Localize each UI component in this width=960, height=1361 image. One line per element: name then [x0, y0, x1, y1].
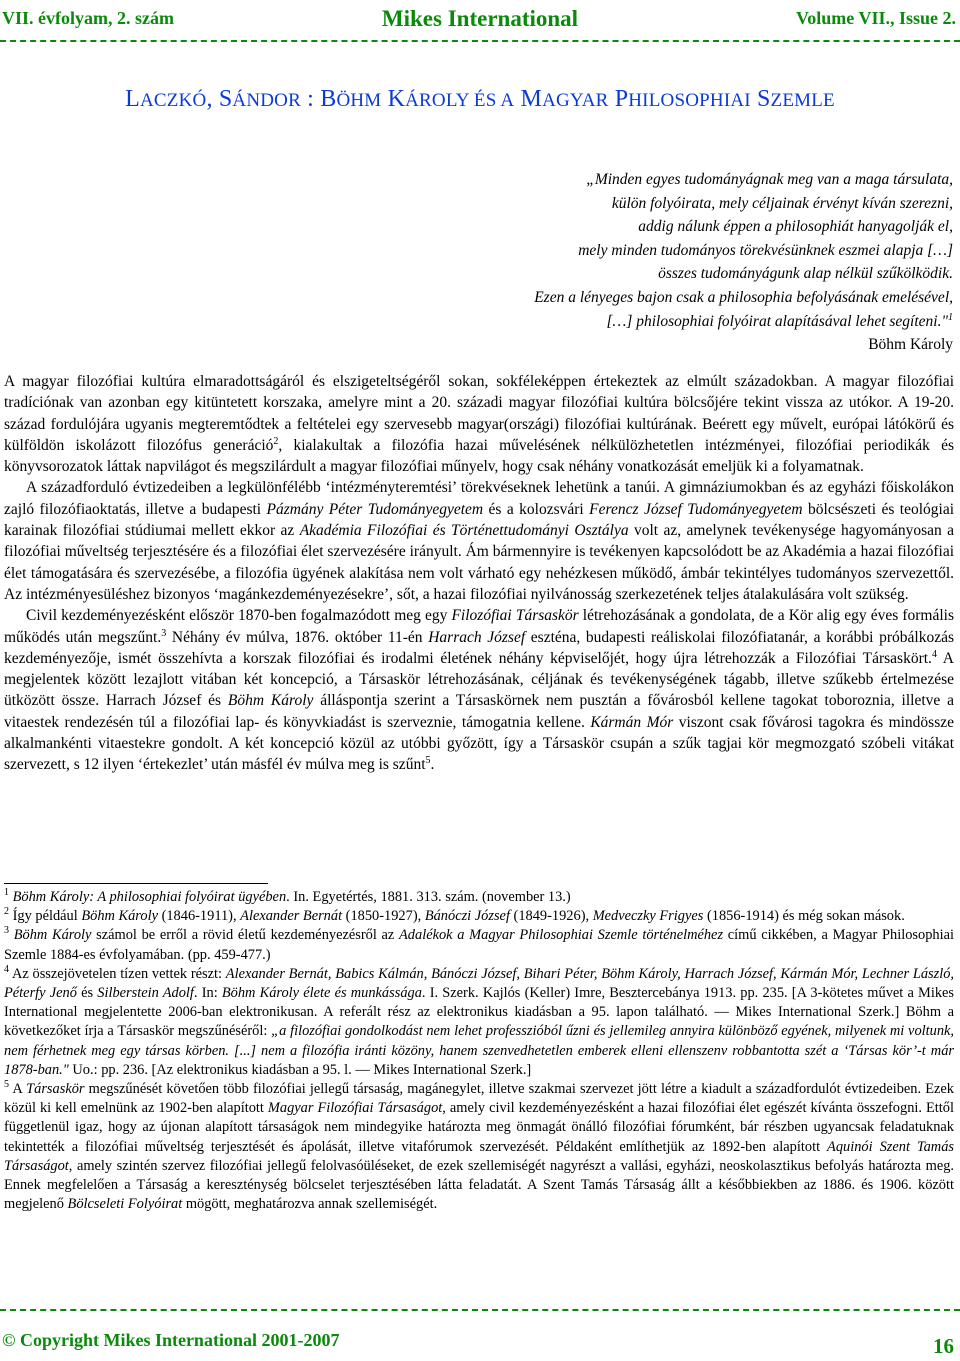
- quote-line: „Minden egyes tudományágnak meg van a maga társulata,: [586, 171, 953, 188]
- footnote-divider: [4, 883, 268, 884]
- article-title: LACZKÓ, SÁNDOR : BÖHM KÁROLY ÉS A MAGYAR PHILOSOPHIAI SZEMLE: [125, 86, 835, 112]
- quote-line: összes tudományágunk alap nélkül szűkölködik.: [658, 265, 953, 283]
- header-publication: Mikes International: [381, 6, 579, 31]
- footnote-ref[interactable]: 1: [948, 311, 953, 323]
- footnote-ref[interactable]: 4: [931, 648, 937, 660]
- quote-author: Böhm Károly: [868, 336, 953, 354]
- quote-line: külön folyóirata, mely céljainak érvényt kíván szerezni,: [611, 194, 953, 212]
- footnote-ref[interactable]: 5: [425, 755, 431, 767]
- footnote-4: $^4$ Az összejövetelen tízen vettek részt: Alexander Bernát, Babics Kálmán, Bánóczi József, Bihari Péter, Böhm Károly, Harrach József, Kármán Mór, Lechner László, Péterfy Jenő és Silberstein Adolf. In: Böhm Károly élete és munkássága. I. Szerk. Kajlós (Keller) Imre, Besztercebánya 1913. pp. 235. [A 3-kötetes művet a Mikes International megjelentette 2006-ban elektronikusan. A referált rész az elektronikus kiadásban a 95. lapon található. — Mikes International Szerk.] Böhm a következőket írja a Társaskör megszűnéséről: „a filozófiai gondolkodást nem lehet professzióból űzni és jellemileg annyira különböző egyének, milyenek mi voltunk, nem férhetnek meg egy társas körben. [...] nem a filozófia iránti közöny, hanem szenvedhetetlen emberek elleni ellenszenv robbantotta szét a ʻTársas kör’-t már 1878-ban." Uo.: pp. 236. [Az elektronikus kiadásban a 95. l. — Mikes International Szerk.]: [4, 964, 955, 1078]
- footnote-ref[interactable]: 3: [161, 627, 167, 639]
- paragraph: A magyar filozófiai kultúra elmaradottságáról és elszigeteltségéről sokan, sokféleképpen értekeztek az elmúlt századokban. A magyar filozófiai tradíciónak van azonban egy kitüntetett korszaka, amelyre mint a 20. századi magyar filozófiai kultúra bölcsőjére tekint vissza az utókor. A 19-20. század fordulójára ugyanis megteremtődtek a feltételei egy szervesebb magyar(országi) filozófiai kultúrának. Beérett egy művelt, európai látókörű és külföldön iskolázott filozófus generáció$^2$, kialakultak a filozófia hazai művelésének nélkülözhetetlen intézményei, filozófiai periodikák és könyvsorozatok láttak napvilágot és megszilárdult a magyar filozófiai műnyelv, hogy csak néhány vonatkozását emeljük ki a folyamatnak.: [4, 373, 954, 476]
- paragraph: A századforduló évtizedeiben a legkülönfélébb ʻintézményteremtési’ törekvéseknek lehetünk a tanúi. A gimnáziumokban és az egyházi főiskolákon zajló filozófiaoktatás, illetve a budapesti Pázmány Péter Tudományegyetem és a kolozsvári Ferencz József Tudományegyetem bölcsészeti és teológiai karainak filozófiai stúdiumai mellett ekkor az Akadémia Filozófiai és Történettudományi Osztálya volt az, amelynek tevékenysége hagyományosan a filozófiai műveltség terjesztésére és a filozófiai élet szervezésére irányult. Ám bármennyire is tevékenyen kapcsolódott be az Akadémia a hazai filozófiai élet támogatására és szervezésébe, a filozófia ügyének alakítása nem volt várható egy nehézkesen működő, ámbár tekintélyes tudományos szervezettől. Az intézményesüléshez bizonyos ʻmagánkezdeményezésekre’, sőt, a hazai filozófiai nyilvánosság szerkezetének teljes átalakulására volt szükség.: [4, 479, 955, 603]
- article-body: [4, 371, 954, 776]
- footnote-3: $^3$ Böhm Károly számol be erről a rövid életű kezdeményezésről az Adalékok a Magyar Philosophiai Szemle történelméhez című cikkében, a Magyar Philosophiai Szemle 1884-es évfolyamában. (pp. 459-477.): [4, 925, 954, 963]
- header-volume-en: Volume VII., Issue 2.: [795, 8, 956, 28]
- footnotes: [4, 888, 954, 1214]
- header-divider: [0, 40, 960, 42]
- header-volume-hu: VII. évfolyam, 2. szám: [2, 8, 174, 28]
- quote-line: addig nálunk éppen a philosophiát hanyagolják el,: [638, 218, 953, 236]
- page-number: 16: [933, 1334, 954, 1358]
- quote-line: mely minden tudományos törekvésünknek eszmei alapja […]: [578, 241, 953, 259]
- footnote-1: $^1$ Böhm Károly: A philosophiai folyóirat ügyében. In. Egyetértés, 1881. 313. szám. (november 13.): [4, 887, 571, 905]
- page-header: [0, 4, 960, 34]
- copyright-notice: © Copyright Mikes International 2001-2007: [2, 1330, 340, 1350]
- footnote-2: $^2$ Így például Böhm Károly (1846-1911), Alexander Bernát (1850-1927), Bánóczi József (1849-1926), Medveczky Frigyes (1856-1914) és még sokan mások.: [4, 906, 905, 925]
- footnote-5: $^5$ A Társaskör megszűnését követően több filozófiai jellegű társaság, magánegylet, illetve szakmai szervezet jött létre a kiadult a századfordulót évtizedeiben. Ezek közül ki kell emelnünk az 1902-ben alapított Magyar Filozófiai Társaságot, amely civil kezdeményezésként a hazai filozófiai élet egészét kívánta összefogni. Ettől függetlenül igaz, hogy az újonan alapított társaságok nem mindegyike határozta meg önmagát önálló filozófiai fórumként, bár részben ugyancsak feladatuknak tekintették a filozófiai műveltség terjesztését és ápolását, illetve vitafórumok szervezését. Példaként említhetjük az 1892-ben alapított Aquinói Szent Tamás Társaságot, amely szintén szervez filozófiai jellegű felolvasóüléseket, de ezek szellemiségét nagyrészt a vallási, egyházi, neoskolasztikus befolyás határozta meg. Ennek megfelelően a Társaság a kereszténység bölcselet terjesztésében látta feladatát. A Szent Tamás Társaság állt a későbbiekben az 1886. és 1906. között megjelenő Bölcseleti Folyóirat mögött, meghatározva annak szellemiségét.: [4, 1079, 955, 1213]
- page-footer: [0, 1328, 960, 1358]
- footnote-ref[interactable]: 2: [273, 435, 279, 447]
- paragraph: Civil kezdeményezésként először 1870-ben fogalmazódott meg egy Filozófiai Társaskör létrehozásának a gondolata, de a Kör alig egy éves formális működés után megszűnt.$^3$ Néhány év múlva, 1876. október 11-én Harrach József eszténa, budapesti reáliskolai filozófiatanár, a korábbi próbálkozás kezdeményezője, ismét összehívta a korszak filozófiai és irodalmi életének néhány képviselőjét, hogy újra létrehozzák a Filozófiai Társaskört.$^4$ A megjelentek között lezajlott vitában két koncepció, a Társaskör létrehozásának, céljának és tevékenységének tágabb, illetve szűkebb értelmezése ütközött össze. Harrach József és Böhm Károly álláspontja szerint a Társaskörnek nem pusztán a fővárosból kellene tagokat toboroznia, illetve a vitaestek rendezésén túl a filozófiai lap- és könyvkiadást is szerveznie, támogatnia kellene. Kármán Mór viszont csak fővárosi tagokra és mindössze alkalmankénti vitaestekre gondolt. A két koncepció közül az utóbbi győzött, így a Társaskör csupán a szűk tagjai kör megmozgató szóbeli vitákat szervezett, s 12 ilyen ʻértekezlet’ után másfél év múlva meg is szűnt$^5$.: [4, 607, 955, 774]
- quote-line: […] philosophiai folyóirat alapításával lehet segíteni."$^1$: [606, 311, 953, 330]
- epigraph-quote: [393, 168, 953, 357]
- footer-divider: [0, 1309, 960, 1311]
- quote-line: Ezen a lényeges bajon csak a philosophia befolyásának emelésével,: [534, 288, 953, 306]
